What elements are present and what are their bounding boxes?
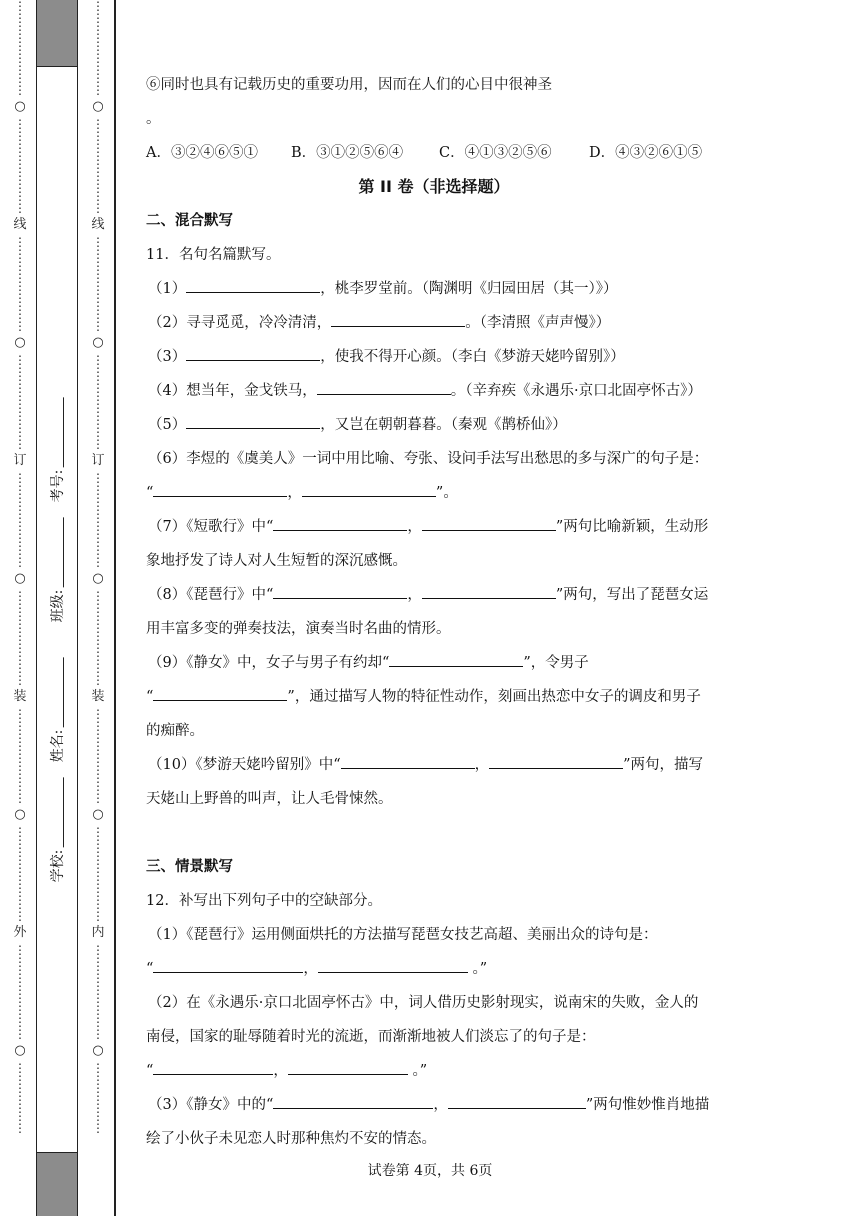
binding-margin-inner bbox=[90, 0, 106, 1216]
margin-dot: ⋮ bbox=[14, 271, 26, 285]
q11-item-8: （8）《琵琶行》中“ ， ”两句，写出了琵琶女运 bbox=[146, 578, 722, 612]
margin-dot: ⋮ bbox=[14, 437, 26, 451]
margin-dot: ⋮ bbox=[14, 319, 26, 333]
margin-dot: ⋮ bbox=[92, 295, 104, 309]
margin-dot: ⋮ bbox=[14, 307, 26, 321]
margin-dot: ⋮ bbox=[14, 1121, 26, 1135]
margin-line-middle bbox=[77, 0, 78, 1216]
margin-dot: ⋮ bbox=[14, 967, 26, 981]
margin-dot: ⋮ bbox=[14, 943, 26, 957]
q12-item-3: （3）《静女》中的“ ， ”两句惟妙惟肖地描 bbox=[146, 1088, 722, 1122]
margin-dot: ⋮ bbox=[14, 283, 26, 297]
margin-dot: ⋮ bbox=[14, 425, 26, 439]
circle-icon: ○ bbox=[92, 571, 104, 586]
margin-dot: ⋮ bbox=[14, 601, 26, 615]
circle-icon: ○ bbox=[92, 1043, 104, 1058]
margin-dot: ⋮ bbox=[92, 1085, 104, 1099]
margin-dot: ⋮ bbox=[14, 177, 26, 191]
margin-dot: ⋮ bbox=[92, 437, 104, 451]
margin-dot: ⋮ bbox=[92, 979, 104, 993]
margin-dot: ⋮ bbox=[92, 307, 104, 321]
margin-dot: ⋮ bbox=[14, 779, 26, 793]
q12-item-1-blanks: “ ， 。” bbox=[146, 952, 722, 986]
margin-dot: ⋮ bbox=[14, 1109, 26, 1123]
answer-blank[interactable] bbox=[153, 478, 287, 497]
circle-icon: ○ bbox=[92, 807, 104, 822]
margin-dot: ⋮ bbox=[92, 165, 104, 179]
name-field: 姓名: bbox=[47, 658, 67, 763]
margin-dot: ⋮ bbox=[92, 413, 104, 427]
margin-dot: ⋮ bbox=[14, 413, 26, 427]
q10-option-6: ⑥同时也具有记载历史的重要功用，因而在人们的心目中很神圣 bbox=[146, 77, 552, 93]
answer-blank[interactable] bbox=[186, 410, 320, 429]
q11-item-9-cont: “ ”，通过描写人物的特征性动作，刻画出热恋中女子的调皮和男子 bbox=[146, 680, 722, 714]
margin-dot: ⋮ bbox=[14, 495, 26, 509]
answer-blank[interactable] bbox=[389, 648, 523, 667]
margin-dot: ⋮ bbox=[14, 755, 26, 769]
margin-dot: ⋮ bbox=[14, 791, 26, 805]
margin-dot: ⋮ bbox=[92, 589, 104, 603]
margin-dot: ⋮ bbox=[92, 201, 104, 215]
margin-dot: ⋮ bbox=[14, 849, 26, 863]
margin-dot: ⋮ bbox=[14, 483, 26, 497]
margin-dot: ⋮ bbox=[14, 613, 26, 627]
answer-blank[interactable] bbox=[273, 580, 407, 599]
margin-dot: ⋮ bbox=[14, 1027, 26, 1041]
margin-dot: ⋮ bbox=[92, 661, 104, 675]
circle-icon: ○ bbox=[92, 99, 104, 114]
margin-dot: ⋮ bbox=[14, 141, 26, 155]
answer-blank[interactable] bbox=[422, 580, 556, 599]
q11-item-10: （10）《梦游天姥吟留别》中“ ， ”两句，描写 bbox=[146, 748, 722, 782]
margin-dot: ⋮ bbox=[14, 259, 26, 273]
margin-dot: ⋮ bbox=[14, 885, 26, 899]
margin-dot: ⋮ bbox=[92, 177, 104, 191]
answer-blank[interactable] bbox=[273, 512, 407, 531]
margin-dot: ⋮ bbox=[92, 353, 104, 367]
margin-dot: ⋮ bbox=[92, 955, 104, 969]
option-d: D．④③②⑥①⑤ bbox=[589, 145, 703, 161]
margin-dot: ⋮ bbox=[14, 1015, 26, 1029]
school-field: 学校: bbox=[47, 778, 67, 883]
margin-dot: ⋮ bbox=[92, 35, 104, 49]
margin-dot: ⋮ bbox=[92, 271, 104, 285]
margin-dot: ⋮ bbox=[14, 153, 26, 167]
q11-item-6-blanks: “ ， ”。 bbox=[146, 476, 722, 510]
margin-dot: ⋮ bbox=[14, 991, 26, 1005]
q11-item-4: （4）想当年，金戈铁马， 。（辛弃疾《永遇乐·京口北固亭怀古》） bbox=[146, 374, 722, 408]
margin-dot: ⋮ bbox=[92, 1027, 104, 1041]
q10-period: 。 bbox=[146, 111, 161, 127]
margin-dot: ⋮ bbox=[14, 707, 26, 721]
margin-dot: ⋮ bbox=[14, 71, 26, 85]
margin-dot: ⋮ bbox=[92, 791, 104, 805]
margin-dot: ⋮ bbox=[14, 235, 26, 249]
margin-dot: ⋮ bbox=[92, 483, 104, 497]
margin-dot: ⋮ bbox=[92, 1097, 104, 1111]
q11-item-10-cont: 天姥山上野兽的叫声，让人毛骨悚然。 bbox=[146, 791, 393, 807]
answer-blank[interactable] bbox=[317, 376, 451, 395]
margin-dot: ⋮ bbox=[92, 47, 104, 61]
q11-item-2: （2）寻寻觅觅，冷冷清清， 。（李清照《声声慢》） bbox=[146, 306, 722, 340]
margin-dot: ⋮ bbox=[92, 283, 104, 297]
margin-dot: ⋮ bbox=[14, 353, 26, 367]
margin-dot: ⋮ bbox=[14, 661, 26, 675]
margin-dot: ⋮ bbox=[14, 555, 26, 569]
q11-item-3: （3） ，使我不得开心颜。（李白《梦游天姥吟留别》） bbox=[146, 340, 722, 374]
margin-dot: ⋮ bbox=[14, 1085, 26, 1099]
margin-mark: 装 bbox=[91, 689, 105, 704]
answer-blank[interactable] bbox=[318, 954, 468, 973]
margin-dot: ⋮ bbox=[92, 129, 104, 143]
q11-item-7-cont: 象地抒发了诗人对人生短暂的深沉感慨。 bbox=[146, 553, 407, 569]
circle-icon: ○ bbox=[14, 335, 26, 350]
margin-dot: ⋮ bbox=[14, 649, 26, 663]
answer-blank[interactable] bbox=[186, 274, 320, 293]
margin-dot: ⋮ bbox=[92, 719, 104, 733]
margin-dot: ⋮ bbox=[14, 1061, 26, 1075]
margin-dot: ⋮ bbox=[92, 141, 104, 155]
margin-gray-block-top bbox=[37, 0, 77, 66]
circle-icon: ○ bbox=[14, 571, 26, 586]
margin-dot: ⋮ bbox=[92, 11, 104, 25]
margin-dot: ⋮ bbox=[92, 83, 104, 97]
option-a: A．③②④⑥⑤① bbox=[146, 145, 258, 161]
margin-dot: ⋮ bbox=[14, 589, 26, 603]
margin-dot: ⋮ bbox=[92, 1061, 104, 1075]
exam-number-field: 考号: bbox=[47, 398, 67, 503]
margin-dot: ⋮ bbox=[14, 719, 26, 733]
margin-dot: ⋮ bbox=[14, 1003, 26, 1017]
circle-icon: ○ bbox=[14, 1043, 26, 1058]
margin-dot: ⋮ bbox=[14, 189, 26, 203]
q10-answer-options bbox=[146, 136, 722, 170]
margin-dot: ⋮ bbox=[92, 543, 104, 557]
answer-blank[interactable] bbox=[273, 1090, 433, 1109]
margin-dot: ⋮ bbox=[92, 117, 104, 131]
option-c: C．④①③②⑤⑥ bbox=[439, 145, 552, 161]
section-2-title: 二、混合默写 bbox=[146, 213, 233, 229]
margin-divider-bottom bbox=[37, 1152, 77, 1153]
answer-blank[interactable] bbox=[448, 1090, 586, 1109]
circle-icon: ○ bbox=[14, 807, 26, 822]
margin-mark: 订 bbox=[91, 453, 105, 468]
margin-divider-top bbox=[37, 66, 77, 67]
answer-blank[interactable] bbox=[489, 750, 623, 769]
margin-dot: ⋮ bbox=[14, 1097, 26, 1111]
margin-dot: ⋮ bbox=[92, 71, 104, 85]
margin-dot: ⋮ bbox=[92, 1073, 104, 1087]
margin-dot: ⋮ bbox=[14, 955, 26, 969]
margin-dot: ⋮ bbox=[14, 531, 26, 545]
margin-dot: ⋮ bbox=[14, 767, 26, 781]
q11-item-5: （5） ，又岂在朝朝暮暮。（秦观《鹊桥仙》） bbox=[146, 408, 722, 442]
q11-item-7: （7）《短歌行》中“ ， ”两句比喻新颖，生动形 bbox=[146, 510, 722, 544]
answer-blank[interactable] bbox=[288, 1056, 408, 1075]
margin-dot: ⋮ bbox=[92, 837, 104, 851]
margin-dot: ⋮ bbox=[14, 673, 26, 687]
margin-dot: ⋮ bbox=[14, 165, 26, 179]
margin-dot: ⋮ bbox=[92, 825, 104, 839]
margin-dot: ⋮ bbox=[14, 11, 26, 25]
margin-dot: ⋮ bbox=[14, 519, 26, 533]
answer-blank[interactable] bbox=[302, 478, 436, 497]
margin-dot: ⋮ bbox=[92, 625, 104, 639]
margin-dot: ⋮ bbox=[92, 1003, 104, 1017]
margin-dot: ⋮ bbox=[14, 35, 26, 49]
margin-dot: ⋮ bbox=[92, 967, 104, 981]
q12-item-2-cont: 南侵，国家的耻辱随着时光的流逝，而渐渐地被人们淡忘了的句子是： bbox=[146, 1029, 596, 1045]
margin-dot: ⋮ bbox=[92, 601, 104, 615]
margin-dot: ⋮ bbox=[92, 767, 104, 781]
margin-dot: ⋮ bbox=[14, 401, 26, 415]
margin-dot: ⋮ bbox=[14, 83, 26, 97]
margin-dot: ⋮ bbox=[92, 779, 104, 793]
margin-dot: ⋮ bbox=[92, 1109, 104, 1123]
margin-dot: ⋮ bbox=[14, 365, 26, 379]
part-2-title: 第 II 卷（非选择题） bbox=[358, 177, 510, 196]
margin-dot: ⋮ bbox=[92, 59, 104, 73]
margin-mark: 线 bbox=[91, 217, 105, 232]
margin-dot: ⋮ bbox=[92, 401, 104, 415]
margin-dot: ⋮ bbox=[14, 0, 26, 13]
margin-dot: ⋮ bbox=[14, 471, 26, 485]
margin-dot: ⋮ bbox=[92, 389, 104, 403]
margin-dot: ⋮ bbox=[14, 637, 26, 651]
question-11-stem: 11．名句名篇默写。 bbox=[146, 247, 281, 263]
answer-blank[interactable] bbox=[341, 750, 475, 769]
answer-blank[interactable] bbox=[153, 682, 287, 701]
margin-mark: 订 bbox=[13, 453, 27, 468]
margin-dot: ⋮ bbox=[14, 743, 26, 757]
margin-dot: ⋮ bbox=[92, 743, 104, 757]
margin-dot: ⋮ bbox=[14, 59, 26, 73]
q12-item-1: （1）《琵琶行》运用侧面烘托的方法描写琵琶女技艺高超、美丽出众的诗句是： bbox=[148, 927, 658, 943]
margin-dot: ⋮ bbox=[92, 707, 104, 721]
margin-dot: ⋮ bbox=[92, 319, 104, 333]
margin-dot: ⋮ bbox=[14, 873, 26, 887]
margin-dot: ⋮ bbox=[92, 991, 104, 1005]
margin-dot: ⋮ bbox=[92, 23, 104, 37]
answer-blank[interactable] bbox=[153, 1056, 273, 1075]
margin-dot: ⋮ bbox=[92, 731, 104, 745]
margin-dot: ⋮ bbox=[92, 873, 104, 887]
margin-dot: ⋮ bbox=[14, 837, 26, 851]
margin-dot: ⋮ bbox=[92, 153, 104, 167]
margin-mark: 线 bbox=[13, 217, 27, 232]
margin-dot: ⋮ bbox=[14, 507, 26, 521]
margin-dot: ⋮ bbox=[14, 117, 26, 131]
margin-dot: ⋮ bbox=[92, 1015, 104, 1029]
margin-dot: ⋮ bbox=[92, 471, 104, 485]
q11-item-6: （6）李煜的《虞美人》一词中用比喻、夸张、设问手法写出愁思的多与深广的句子是： bbox=[148, 451, 709, 467]
margin-dot: ⋮ bbox=[92, 235, 104, 249]
margin-dot: ⋮ bbox=[92, 849, 104, 863]
answer-blank[interactable] bbox=[422, 512, 556, 531]
margin-dot: ⋮ bbox=[92, 1121, 104, 1135]
exam-content bbox=[146, 68, 722, 1156]
margin-mark: 装 bbox=[13, 689, 27, 704]
option-b: B．③①②⑤⑥④ bbox=[291, 145, 404, 161]
margin-dot: ⋮ bbox=[92, 365, 104, 379]
margin-dot: ⋮ bbox=[14, 731, 26, 745]
margin-dot: ⋮ bbox=[14, 295, 26, 309]
q11-item-1: （1） ，桃李罗堂前。（陶渊明《归园田居（其一）》） bbox=[146, 272, 722, 306]
margin-dot: ⋮ bbox=[14, 979, 26, 993]
margin-dot: ⋮ bbox=[92, 943, 104, 957]
margin-dot: ⋮ bbox=[92, 673, 104, 687]
circle-icon: ○ bbox=[14, 99, 26, 114]
margin-dot: ⋮ bbox=[92, 555, 104, 569]
margin-dot: ⋮ bbox=[14, 909, 26, 923]
margin-line-inner bbox=[114, 0, 116, 1216]
q12-item-3-cont: 绘了小伙子未见恋人时那种焦灼不安的情态。 bbox=[146, 1131, 436, 1147]
margin-dot: ⋮ bbox=[14, 247, 26, 261]
q11-item-9-cont2: 的痴醉。 bbox=[146, 723, 204, 739]
margin-dot: ⋮ bbox=[92, 897, 104, 911]
question-12-stem: 12．补写出下列句子中的空缺部分。 bbox=[146, 893, 382, 909]
margin-dot: ⋮ bbox=[14, 1073, 26, 1087]
answer-blank[interactable] bbox=[331, 308, 465, 327]
class-field: 班级: bbox=[47, 518, 67, 623]
margin-dot: ⋮ bbox=[92, 613, 104, 627]
section-3-title: 三、情景默写 bbox=[146, 859, 233, 875]
answer-blank[interactable] bbox=[186, 342, 320, 361]
margin-dot: ⋮ bbox=[14, 23, 26, 37]
margin-dot: ⋮ bbox=[14, 861, 26, 875]
margin-dot: ⋮ bbox=[14, 201, 26, 215]
margin-dot: ⋮ bbox=[92, 425, 104, 439]
margin-dot: ⋮ bbox=[92, 507, 104, 521]
circle-icon: ○ bbox=[92, 335, 104, 350]
margin-dot: ⋮ bbox=[92, 861, 104, 875]
margin-dot: ⋮ bbox=[14, 825, 26, 839]
margin-dot: ⋮ bbox=[92, 377, 104, 391]
margin-dot: ⋮ bbox=[14, 47, 26, 61]
margin-dot: ⋮ bbox=[92, 519, 104, 533]
margin-dot: ⋮ bbox=[92, 637, 104, 651]
margin-dot: ⋮ bbox=[92, 495, 104, 509]
margin-dot: ⋮ bbox=[14, 897, 26, 911]
margin-dot: ⋮ bbox=[92, 531, 104, 545]
margin-mark: 外 bbox=[13, 925, 27, 940]
margin-dot: ⋮ bbox=[92, 885, 104, 899]
q11-item-9: （9）《静女》中，女子与男子有约却“ ”，令男子 bbox=[146, 646, 722, 680]
margin-dot: ⋮ bbox=[92, 649, 104, 663]
margin-dot: ⋮ bbox=[92, 189, 104, 203]
margin-dot: ⋮ bbox=[14, 129, 26, 143]
answer-blank[interactable] bbox=[153, 954, 303, 973]
binding-margin-outer bbox=[12, 0, 28, 1216]
page-footer: 试卷第 4页，共 6页 bbox=[367, 1163, 493, 1179]
margin-dot: ⋮ bbox=[92, 259, 104, 273]
margin-mark: 内 bbox=[91, 925, 105, 940]
margin-dot: ⋮ bbox=[92, 0, 104, 13]
margin-dot: ⋮ bbox=[14, 389, 26, 403]
q12-item-2-blanks: “ ， 。” bbox=[146, 1054, 722, 1088]
q12-item-2: （2）在《永遇乐·京口北固亭怀古》中，词人借历史影射现实，说南宋的失败，金人的 bbox=[148, 995, 699, 1011]
margin-dot: ⋮ bbox=[92, 247, 104, 261]
margin-dot: ⋮ bbox=[14, 625, 26, 639]
margin-dot: ⋮ bbox=[14, 377, 26, 391]
q11-item-8-cont: 用丰富多变的弹奏技法，演奏当时名曲的情形。 bbox=[146, 621, 451, 637]
margin-dot: ⋮ bbox=[92, 755, 104, 769]
student-info-fields bbox=[37, 330, 77, 883]
margin-dot: ⋮ bbox=[92, 909, 104, 923]
margin-dot: ⋮ bbox=[14, 543, 26, 557]
